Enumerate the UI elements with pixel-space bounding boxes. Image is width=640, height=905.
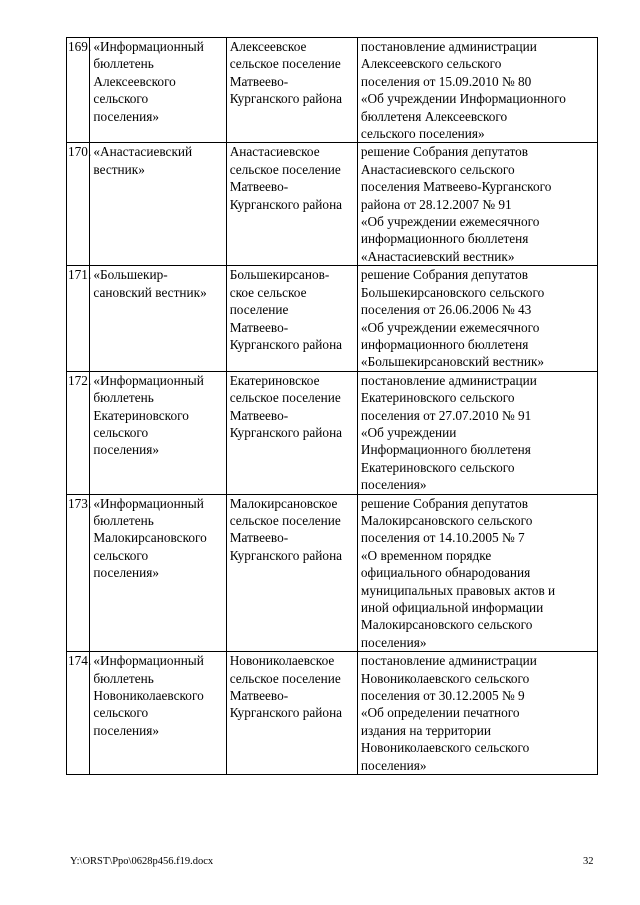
municipality-cell [226, 494, 357, 652]
text-line: «О временном порядке [360, 547, 492, 563]
text-line: сановский вестник» [93, 284, 207, 300]
row-number: 173. [67, 494, 90, 652]
text-line: Курганского района [229, 336, 343, 352]
text-line: «Информационный [93, 495, 204, 511]
text-line: Малокирсановское [229, 495, 338, 511]
text-line: сельское поселение [229, 161, 341, 177]
text-line: издания на территории [360, 722, 492, 738]
text-line: поселения» [93, 722, 159, 738]
text-line: Курганского района [229, 705, 343, 721]
text-line: «Большекирсановский вестник» [360, 354, 545, 370]
publication-name-cell [90, 652, 226, 775]
text-line: решение Собрания депутатов [360, 267, 529, 283]
text-line: бюллетеня Алексеевского [360, 108, 508, 124]
text-line: Анастасиевского сельского [360, 161, 515, 177]
text-line: Матвеево- [229, 179, 289, 195]
text-line: Екатериновское [229, 372, 320, 388]
text-line: Новониколаевского сельского [360, 740, 530, 756]
text-line: поселения от 26.06.2006 № 43 [360, 302, 532, 318]
publication-name-cell [90, 266, 226, 371]
text-line: Матвеево- [229, 407, 289, 423]
text-line: поселения» [93, 565, 159, 581]
text-line: Матвеево- [229, 319, 289, 335]
text-line: сельского поселения» [360, 126, 485, 142]
text-line: Матвеево- [229, 688, 289, 704]
municipality-cell [226, 38, 357, 143]
text-line: поселения» [93, 108, 159, 124]
founding-document-cell [357, 371, 597, 494]
text-line: «Большекир- [93, 267, 168, 283]
text-line: «Об учреждении ежемесячного [360, 214, 540, 230]
text-line: Екатериновского сельского [360, 390, 515, 406]
text-line: информационного бюллетеня [360, 231, 529, 247]
text-line: Матвеево- [229, 530, 289, 546]
text-line: официального обнародования [360, 565, 531, 581]
text-line: поселения от 27.07.2010 № 91 [360, 407, 532, 423]
text-line: решение Собрания депутатов [360, 495, 529, 511]
text-line: сельское поселение [229, 670, 341, 686]
table-row [67, 143, 598, 266]
table-row [67, 38, 598, 143]
text-line: поселения» [360, 477, 427, 493]
text-line: Матвеево- [229, 73, 289, 89]
text-line: Большекирсановского сельского [360, 284, 545, 300]
text-line: вестник» [93, 161, 145, 177]
text-line: сельского [93, 547, 149, 563]
text-line: Курганского района [229, 547, 343, 563]
row-number: 169. [67, 38, 90, 143]
text-line: Курганского района [229, 196, 343, 212]
text-line: информационного бюллетеня [360, 336, 529, 352]
registry-table [66, 37, 598, 775]
founding-document-cell [357, 266, 597, 371]
text-line: бюллетень [93, 512, 154, 528]
publication-name-cell [90, 38, 226, 143]
text-line: Алексеевского [93, 73, 176, 89]
text-line: постановление администрации [360, 653, 537, 669]
text-line: Новониколаевского [93, 688, 204, 704]
text-line: Большекирсанов- [229, 267, 330, 283]
publication-name-cell [90, 143, 226, 266]
text-line: муниципальных правовых актов и [360, 582, 556, 598]
table-row [67, 494, 598, 652]
text-line: ское сельское [229, 284, 307, 300]
text-line: бюллетень [93, 56, 154, 72]
text-line: поселения от 14.10.2005 № 7 [360, 530, 525, 546]
text-line: Анастасиевское [229, 144, 320, 160]
table-body [67, 38, 598, 775]
text-line: «Об учреждении Информационного [360, 91, 566, 107]
publication-name-cell [90, 494, 226, 652]
text-line: Екатериновского [93, 407, 189, 423]
table-row [67, 652, 598, 775]
text-line: иной официальной информации [360, 600, 544, 615]
municipality-cell [226, 371, 357, 494]
founding-document-cell [357, 494, 597, 652]
text-line: поселения Матвеево-Курганского [360, 179, 552, 195]
text-line: поселения от 15.09.2010 № 80 [360, 73, 532, 89]
text-line: поселения» [360, 634, 427, 650]
municipality-cell [226, 266, 357, 371]
table-row [67, 266, 598, 371]
text-line: «Информационный [93, 372, 204, 388]
text-line: «Об учреждении ежемесячного [360, 319, 540, 335]
table-row [67, 371, 598, 494]
text-line: решение Собрания депутатов [360, 144, 529, 160]
text-line: сельского [93, 424, 149, 440]
text-line: Новониколаевское [229, 653, 335, 669]
text-line: Малокирсановского [93, 530, 207, 546]
text-line: сельского [93, 705, 149, 721]
text-line: сельское поселение [229, 512, 341, 528]
municipality-cell [226, 652, 357, 775]
text-line: поселения» [360, 757, 427, 773]
text-line: поселения от 30.12.2005 № 9 [360, 688, 525, 704]
text-line: района от 28.12.2007 № 91 [360, 196, 512, 212]
founding-document-cell [357, 652, 597, 775]
row-number: 174. [67, 652, 90, 775]
row-number: 172. [67, 371, 90, 494]
text-line: Информационного бюллетеня [360, 442, 531, 458]
text-line: Курганского района [229, 424, 343, 440]
text-line: Малокирсановского сельского [360, 617, 533, 633]
text-line: «Информационный [93, 653, 204, 669]
text-line: сельского [93, 91, 149, 107]
text-line: Алексеевского сельского [360, 56, 502, 72]
page-number: 32 [583, 856, 594, 867]
text-line: «Анастасиевский вестник» [360, 248, 515, 264]
footer-file-path: Y:\ORST\Ppo\0628p456.f19.docx [70, 856, 214, 867]
text-line: «Анастасиевский [93, 144, 193, 160]
text-line: «Об определении печатного [360, 705, 520, 721]
text-line: Малокирсановского сельского [360, 512, 533, 528]
text-line: Алексеевское [229, 39, 307, 54]
text-line: бюллетень [93, 390, 154, 406]
municipality-cell [226, 143, 357, 266]
row-number: 171. [67, 266, 90, 371]
text-line: поселения» [93, 442, 159, 458]
text-line: «Об учреждении [360, 424, 457, 440]
text-line: «Информационный [93, 39, 204, 54]
text-line: постановление администрации [360, 39, 537, 54]
text-line: Новониколаевского сельского [360, 670, 530, 686]
publication-name-cell [90, 371, 226, 494]
text-line: сельское поселение [229, 390, 341, 406]
founding-document-cell [357, 38, 597, 143]
text-line: постановление администрации [360, 372, 537, 388]
text-line: поселение [229, 302, 289, 318]
text-line: бюллетень [93, 670, 154, 686]
text-line: Екатериновского сельского [360, 459, 515, 475]
text-line: сельское поселение [229, 56, 341, 72]
founding-document-cell [357, 143, 597, 266]
text-line: Курганского района [229, 91, 343, 107]
row-number: 170. [67, 143, 90, 266]
